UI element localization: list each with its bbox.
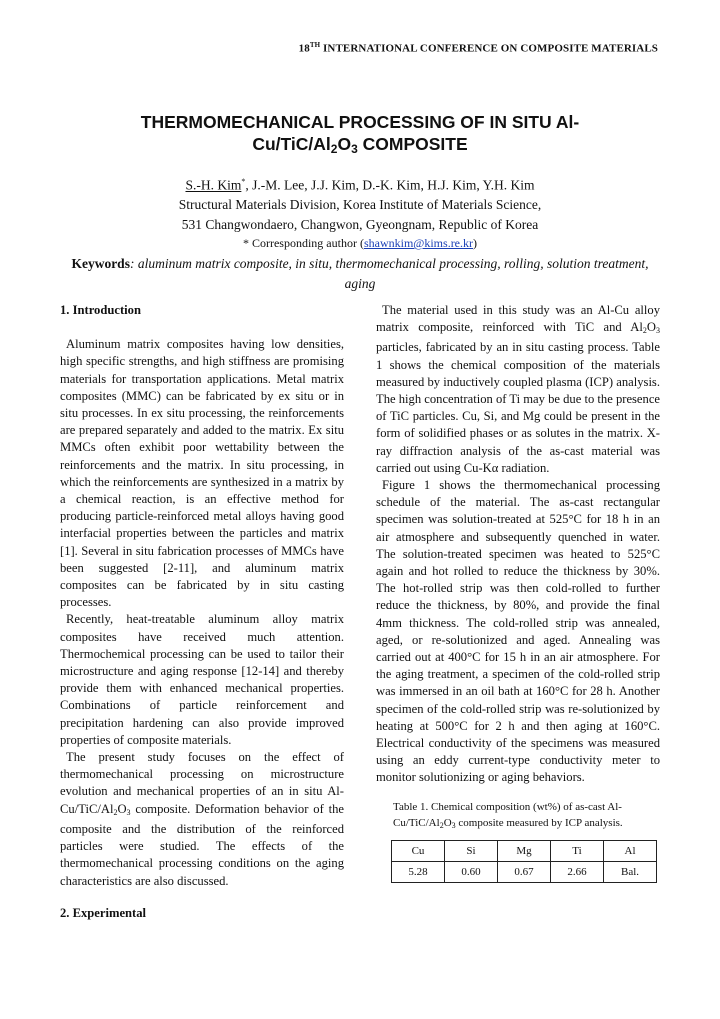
table-caption: Table 1. Chemical composition (wt%) of as-cast $Al-Cu/TiC/Al_2O_3$ composite measured by ICP analysis.: [393, 801, 623, 830]
table-cell: Bal.: [604, 862, 657, 883]
conference-header: [299, 41, 658, 55]
conf-name: INTERNATIONAL CONFERENCE ON COMPOSITE MATERIALS: [320, 42, 658, 55]
table-header-cell: Cu: [392, 841, 445, 862]
intro-paragraph-2: Recently, heat-treatable aluminum alloy matrix composites have received much attention. Thermochemical processing can be used to tailor their microstructure and aging response [12-14] and thereby provide them with enhanced mechanical properties. Combinations of particle reinforcement and precipitation hardening can also provide improved properties of composite materials.: [60, 612, 344, 747]
conf-number: 18: [298, 42, 310, 55]
authors-block: [60, 172, 660, 254]
co-authors: , J.-M. Lee, J.J. Kim, D.-K. Kim, H.J. Kim, Y.H. Kim: [245, 177, 535, 193]
title-line-1: THERMOMECHANICAL PROCESSING OF IN SITU Al-: [140, 112, 580, 132]
table-cell: 5.28: [392, 862, 445, 883]
left-column: [60, 302, 344, 922]
right-column: [376, 302, 660, 787]
experimental-heading: 2. Experimental: [60, 905, 147, 920]
table-cell: 0.67: [498, 862, 551, 883]
affiliation-line-2: 531 Changwondaero, Changwon, Gyeongnam, Republic of Korea: [181, 216, 539, 232]
affiliation-line-1: Structural Materials Division, Korea Institute of Materials Science,: [178, 197, 542, 212]
experimental-paragraph-2: Figure 1 shows the thermomechanical processing schedule of the material. The as-cast rectangular specimen was solution-treated at 525°C for 18 h in an air atmosphere and subsequently quenched in water. The solution-treated specimen was heated to 525°C again and hot rolled to reduce the thickness by 30%. The hot-rolled strip was then cold-rolled to further reduce the thickness, by 80%, and provide the final 4mm thickness. The cold-rolled strip was annealed, aged, or re-solutionized and aged. Annealing was carried out at 400°C for 15 h in an air atmosphere. For the aging treatment, a specimen of the cold-rolled strip was immersed in an oil bath at 160°C for 28 h. Another specimen of the cold-rolled strip was re-solutionized by heating at 500°C for 2 h and then aging at 160°C. Electrical conductivity of the specimens was measured using an eddy current-type conductivity meter to monitor solutionizing or aging behaviors.: [376, 478, 660, 785]
corresponding-star: *: [241, 177, 246, 186]
table-cell: 0.60: [445, 862, 498, 883]
first-author: S.-H. Kim: [185, 177, 242, 193]
title-line-2: $Cu/TiC/Al_2O_3$ COMPOSITE: [252, 134, 468, 156]
experimental-paragraph-1: The material used in this study was an Al-Cu alloy matrix composite, reinforced with TiC and $Al_2O_3$ particles, fabricated by an in situ casting process. Table 1 shows the chemical composition of the materials measured by inductively coupled plasma (ICP) analysis. The high concentration of Ti may be due to the presence of TiC particles. Cu, Si, and Mg could be present in the form of solidified phases or as solutes in the matrix. X-ray diffraction analysis of the as-cast material was carried out using Cu-Kα radiation.: [376, 303, 660, 475]
table-header-cell: Si: [445, 841, 498, 862]
intro-paragraph-1: Aluminum matrix composites having low densities, high specific strengths, and high stiffness are promising materials for transportation applications. Metal matrix composites (MMC) can be fabricated by ex situ or in situ processes. In ex situ processing, the reinforcements are prepared separately and added to the matrix. Ex situ MMCs often exhibit poor wettability between the reinforcements and the matrix. In situ processing, in which the reinforcements are synthesized in a matrix by a chemical reaction, is an effective method for producing particle-reinforced metal alloys having good interfacial properties between the particles and matrix [1]. Several in situ fabrication processes of MMCs have been suggested [2-11], and aluminum matrix composites can be fabricated by in situ casting processes.: [60, 337, 344, 610]
table-header-row: [392, 841, 657, 862]
paper-title: [60, 111, 660, 160]
author-list: [60, 172, 660, 195]
keywords-text: : aluminum matrix composite, in situ, thermomechanical processing, rolling, solution treatment, aging: [129, 256, 649, 291]
table-row: [392, 862, 657, 883]
table-header-cell: Al: [604, 841, 657, 862]
table-header-cell: Ti: [551, 841, 604, 862]
introduction-heading: 1. Introduction: [60, 303, 141, 317]
table-cell: 2.66: [551, 862, 604, 883]
conf-superscript: TH: [309, 41, 321, 49]
keywords-label: Keywords: [71, 256, 130, 271]
email-link[interactable]: shawnkim@kims.re.kr: [363, 236, 474, 250]
composition-table: [391, 840, 657, 883]
corresponding-author: * Corresponding author (shawnkim@kims.re.kr): [242, 236, 478, 250]
intro-paragraph-3: The present study focuses on the effect of thermomechanical processing on microstructure evolution and mechanical properties of an in situ $Al-Cu/TiC/Al_2O_3$ composite. Deformation behavior of the composite and the distribution of the reinforced particles were studied. The effects of the thermomechanical processing conditions on the aging characteristics are also discussed.: [60, 750, 344, 888]
table-header-cell: Mg: [498, 841, 551, 862]
keywords: [60, 254, 660, 294]
